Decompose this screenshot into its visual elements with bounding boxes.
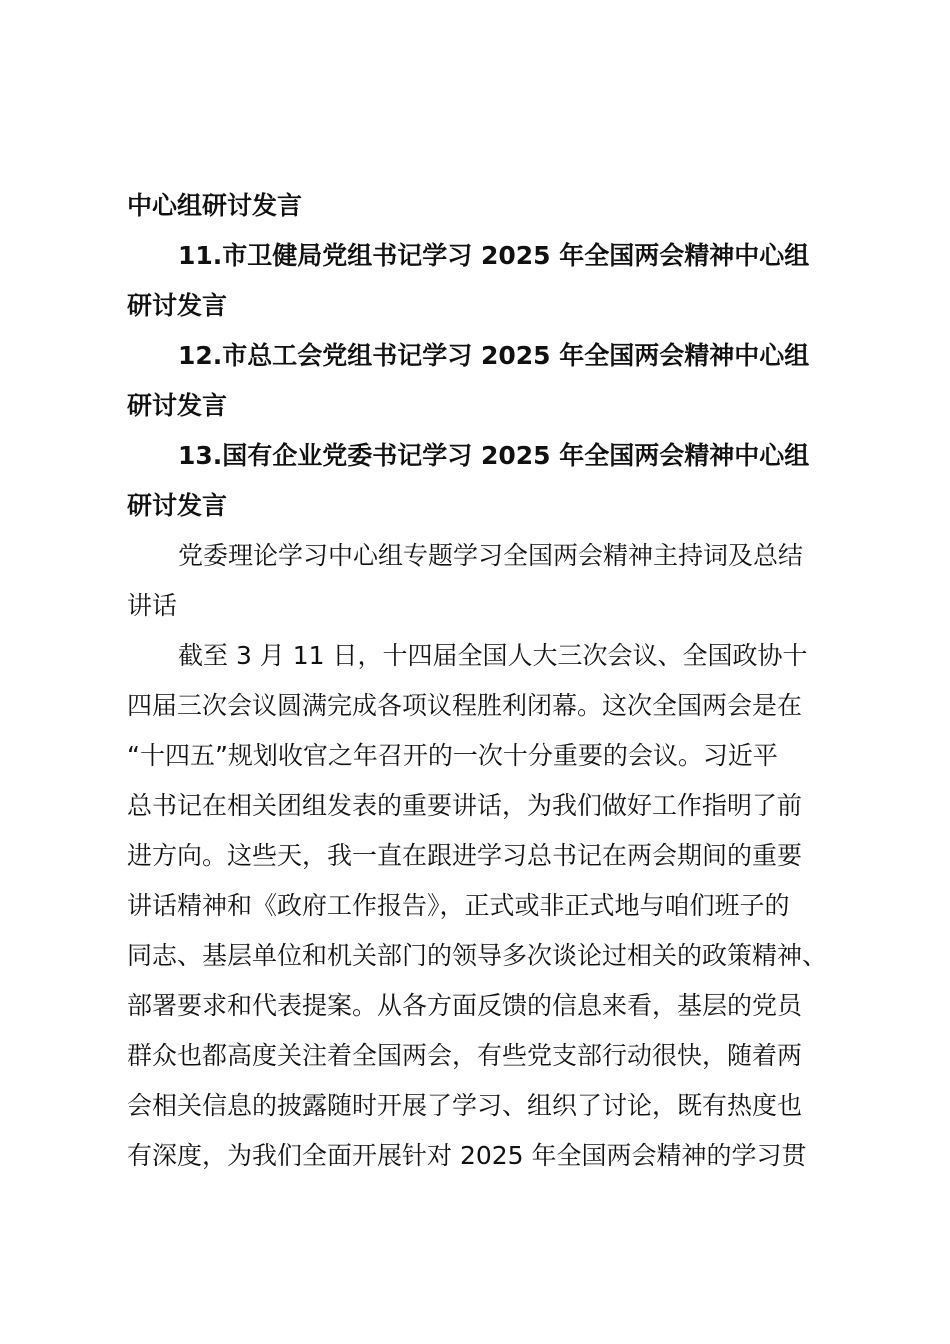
body-paragraph-line: “十四五”规划收官之年召开的一次十分重要的会议。习近平	[127, 741, 778, 770]
document-content	[127, 181, 835, 1181]
body-paragraph-line: 截至 3 月 11 日，十四届全国人大三次会议、全国政协十	[178, 641, 808, 670]
toc-entry-11-continuation: 研讨发言	[127, 291, 228, 320]
body-paragraph-line: 讲话精神和《政府工作报告》，正式或非正式地与咱们班子的	[127, 891, 790, 920]
toc-entry-11: 11.市卫健局党组书记学习 2025 年全国两会精神中心组	[178, 241, 810, 270]
body-paragraph-line: 有深度，为我们全面开展针对 2025 年全国两会精神的学习贯	[127, 1141, 807, 1170]
toc-entry-13-continuation: 研讨发言	[127, 491, 228, 520]
toc-entry-12-continuation: 研讨发言	[127, 391, 228, 420]
section-title-line-1: 党委理论学习中心组专题学习全国两会精神主持词及总结	[178, 541, 804, 570]
body-paragraph-line: 会相关信息的披露随时开展了学习、组织了讨论，既有热度也	[127, 1091, 803, 1120]
body-paragraph-line: 总书记在相关团组发表的重要讲话，为我们做好工作指明了前	[127, 791, 803, 820]
body-paragraph-line: 群众也都高度关注着全国两会，有些党支部行动很快，随着两	[127, 1041, 803, 1070]
body-paragraph-line: 部署要求和代表提案。从各方面反馈的信息来看，基层的党员	[127, 991, 803, 1020]
body-paragraph-line: 四届三次会议圆满完成各项议程胜利闭幕。这次全国两会是在	[127, 691, 803, 720]
body-paragraph-line: 进方向。这些天，我一直在跟进学习总书记在两会期间的重要	[127, 841, 803, 870]
body-paragraph-line: 同志、基层单位和机关部门的领导多次谈论过相关的政策精神、	[127, 941, 828, 970]
toc-entry-10-continuation: 中心组研讨发言	[127, 191, 303, 220]
section-title-line-2: 讲话	[127, 591, 178, 620]
toc-entry-12: 12.市总工会党组书记学习 2025 年全国两会精神中心组	[178, 341, 810, 370]
toc-entry-13: 13.国有企业党委书记学习 2025 年全国两会精神中心组	[178, 441, 810, 470]
